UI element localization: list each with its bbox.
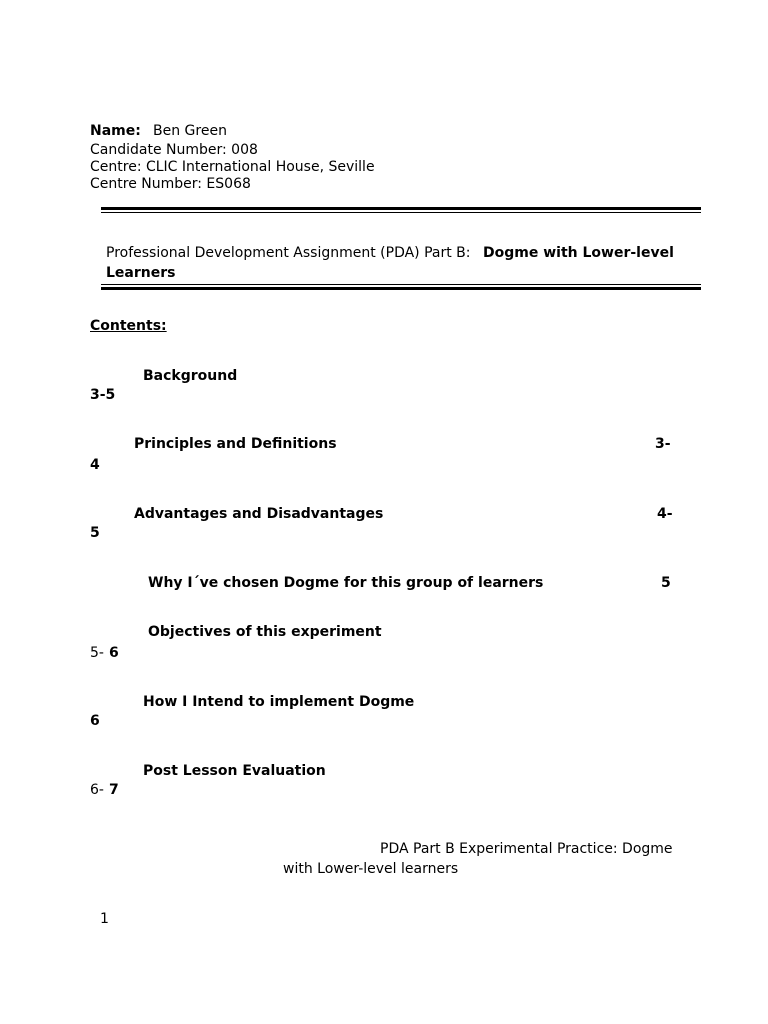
toc-item-title: Background (143, 368, 238, 384)
toc-item-title: Why I´ve chosen Dogme for this group of learners (148, 575, 544, 591)
footer-line1: PDA Part B Experimental Practice: Dogme (380, 841, 673, 857)
toc-item-pages-cont: 6 (109, 645, 119, 661)
title-bold-line2: Learners (106, 265, 176, 281)
toc-item-pages: 5- (90, 645, 104, 661)
centre: Centre: CLIC International House, Seville (90, 159, 375, 175)
centre-number: Centre Number: ES068 (90, 176, 251, 192)
contents-heading: Contents: (90, 318, 167, 334)
title-bold-line1: Dogme with Lower-level (483, 245, 674, 261)
candidate-number: Candidate Number: 008 (90, 142, 258, 158)
toc-item-title: Advantages and Disadvantages (134, 506, 384, 522)
bottom-rule-thick (101, 287, 701, 290)
footer-line2: with Lower-level learners (283, 861, 459, 877)
bottom-rule-thin (101, 284, 701, 285)
toc-item-title: Principles and Definitions (134, 436, 337, 452)
title-prefix: Professional Development Assignment (PDA) Part B: (106, 245, 471, 261)
page-number: 1 (100, 911, 109, 927)
name-label: Name: (90, 123, 141, 139)
toc-item-title: How I Intend to implement Dogme (143, 694, 415, 710)
toc-item-pages: 3-5 (90, 387, 116, 403)
toc-item-pages: 4- (657, 506, 673, 522)
toc-item-pages: 3- (655, 436, 671, 452)
toc-item-pages-cont: 7 (109, 782, 119, 798)
toc-item-pages: 6 (90, 713, 100, 729)
name-value: Ben Green (153, 123, 227, 139)
toc-item-title: Post Lesson Evaluation (143, 763, 326, 779)
top-rule-thick (101, 207, 701, 210)
toc-item-title: Objectives of this experiment (148, 624, 382, 640)
toc-item-pages-cont: 4 (90, 457, 100, 473)
toc-item-pages-cont: 5 (90, 525, 100, 541)
toc-item-pages: 6- (90, 782, 104, 798)
top-rule-thin (101, 212, 701, 213)
toc-item-pages: 5 (661, 575, 671, 591)
